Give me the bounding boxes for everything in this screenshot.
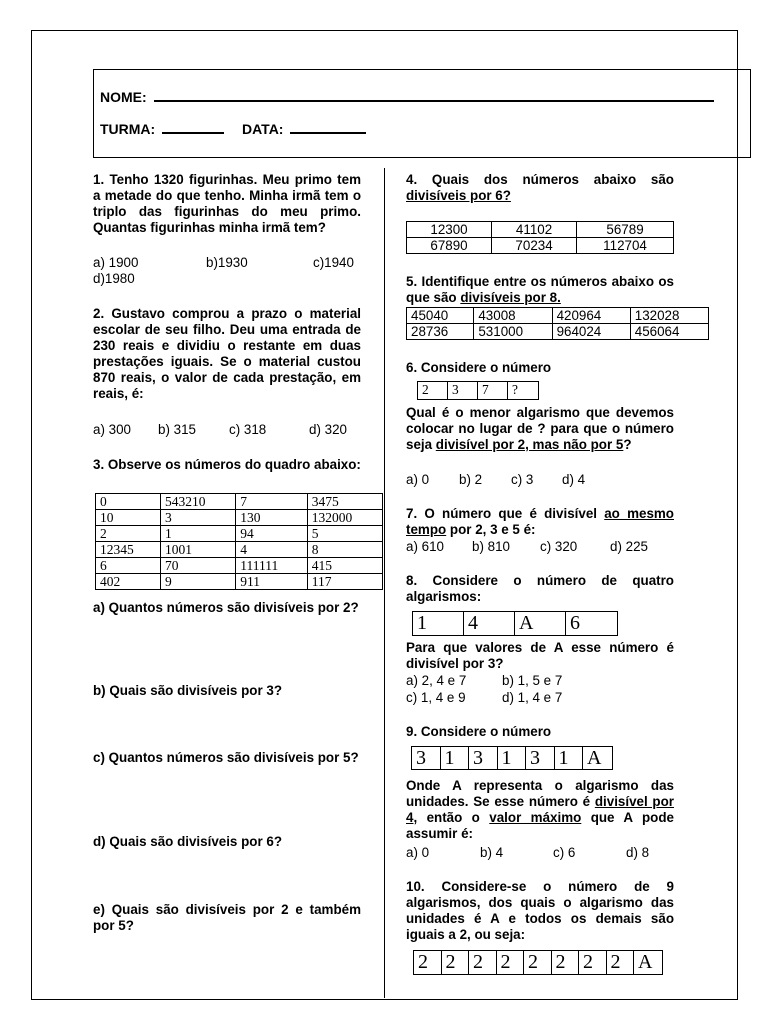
q8-option-a: a) 2, 4 e 7: [406, 673, 467, 688]
q6-option-c: c) 3: [511, 472, 534, 487]
column-divider: [384, 168, 385, 998]
q6-option-a: a) 0: [406, 472, 430, 487]
q6-text: 6. Considere o número: [406, 360, 552, 375]
q5-cell: 964024: [552, 324, 630, 340]
q2-text: 2. Gustavo comprou a prazo o material escolar de seu filho. Deu uma entrada de 230 reais e dividiu o restante em duas prestações iguais. Se o material custou 870 reais, o valor de cada prestação, em reais, é:: [93, 306, 361, 401]
nome-label: NOME:: [100, 89, 147, 105]
q9-text: 9. Considere o número: [406, 724, 552, 739]
q1-option-b: b)1930: [206, 255, 248, 270]
turma-label: TURMA:: [100, 121, 156, 137]
q8-question: Para que valores de A esse número é divisível por 3?: [406, 640, 674, 671]
q9-digit-box: 1: [498, 747, 527, 769]
data-field[interactable]: [290, 121, 366, 134]
q3-cell: 415: [307, 558, 382, 574]
q8-digit-box: 4: [464, 612, 515, 635]
q10-digit-box: 2: [607, 951, 635, 974]
q3-cell: 402: [96, 574, 161, 590]
q8-option-b: b) 1, 5 e 7: [502, 673, 563, 688]
q3-cell: 0: [96, 494, 161, 510]
q3-cell: 3475: [307, 494, 382, 510]
q4-cell: 12300: [407, 222, 492, 238]
q2-option-c: c) 318: [229, 422, 267, 437]
q3-row: [96, 558, 383, 574]
q3-cell: 9: [161, 574, 236, 590]
q8-digit-box: 6: [570, 612, 580, 634]
nome-field[interactable]: [154, 89, 714, 102]
q10-digit-box: 2: [469, 951, 497, 974]
q1-option-a: a) 1900: [93, 255, 139, 270]
q3-cell: 130: [236, 510, 307, 526]
q3b-text: b) Quais são divisíveis por 3?: [93, 683, 283, 698]
turma-field[interactable]: [162, 121, 224, 134]
q7-text-underlined: ao mesmo tempo: [406, 506, 674, 537]
q3a-text: a) Quantos números são divisíveis por 2?: [93, 600, 359, 615]
q3e-text: e) Quais são divisíveis por 2 e também por 5?: [93, 902, 361, 933]
q4-table: [406, 221, 674, 254]
q5-cell: 531000: [474, 324, 552, 340]
q9-digit-box: 3: [469, 747, 498, 769]
q1-option-d: d)1980: [93, 271, 135, 286]
q3-cell: 1: [161, 526, 236, 542]
q5-table: [406, 307, 709, 340]
q4-cell: 70234: [492, 238, 577, 254]
q6-option-b: b) 2: [459, 472, 483, 487]
q3-cell: 94: [236, 526, 307, 542]
q6-option-d: d) 4: [562, 472, 586, 487]
nome-line: [100, 89, 714, 105]
q10-digit-box: 2: [442, 951, 470, 974]
q9-digit-box: A: [587, 747, 602, 769]
q5-text: [406, 274, 674, 306]
q7-text-a: 7. O número que é divisível: [406, 506, 597, 521]
q2-option-d: d) 320: [309, 422, 347, 437]
q7-text-b: por 2, 3 e 5 é:: [449, 522, 536, 537]
q3-cell: 7: [236, 494, 307, 510]
q8-option-d: d) 1, 4 e 7: [502, 690, 563, 705]
q10-digit-box: 2: [579, 951, 607, 974]
q8-digit-box: 1: [413, 612, 464, 635]
q3-row: [96, 526, 383, 542]
q6-digit-boxes: [417, 381, 539, 400]
q9-question-a: Onde A representa o algarismo das unidades. Se esse número é: [406, 778, 674, 809]
q3-cell: 4: [236, 542, 307, 558]
q4-text: [406, 172, 674, 204]
q1-option-c: c)1940: [313, 255, 354, 270]
q3-table: [95, 493, 383, 590]
q9-digit-boxes: [411, 746, 613, 770]
turma-data-line: [100, 121, 366, 137]
data-label: DATA:: [242, 121, 284, 137]
q9-digit-box: 3: [412, 747, 441, 769]
q3-cell: 70: [161, 558, 236, 574]
q9-question-c: que A pode assumir é:: [406, 810, 674, 841]
q9-option-a: a) 0: [406, 845, 430, 860]
q3-row: [96, 574, 383, 590]
q9-question-underlined-1: divisível por 4: [406, 794, 675, 825]
q10-digit-box: A: [638, 951, 653, 973]
q5-cell: 45040: [407, 308, 474, 324]
q3-row: [96, 510, 383, 526]
q6-digit-box: ?: [512, 382, 518, 397]
header-box: [93, 69, 751, 158]
q7-text: [406, 506, 674, 538]
q9-digit-box: 1: [441, 747, 470, 769]
q3-row: [96, 494, 383, 510]
q10-text: 10. Considere-se o número de 9 algarismos, dos quais o algarismo das unidades é A e todos os demais são iguais a 2, ou seja:: [406, 879, 674, 942]
q3-cell: 5: [307, 526, 382, 542]
q8-option-c: c) 1, 4 e 9: [406, 690, 466, 705]
q9-digit-box: 3: [526, 747, 555, 769]
q6-question-a: Qual é o menor algarismo que devemos colocar no lugar de ? para que o número seja: [406, 405, 674, 452]
q10-digit-box: 2: [524, 951, 552, 974]
q3-cell: 911: [236, 574, 307, 590]
q10-digit-box: 2: [497, 951, 525, 974]
q6-digit-box: 7: [478, 382, 508, 399]
q3-cell: 12345: [96, 542, 161, 558]
q4-cell: 67890: [407, 238, 492, 254]
q9-option-d: d) 8: [626, 845, 650, 860]
q3d-text: d) Quais são divisíveis por 6?: [93, 834, 283, 849]
q3c-text: c) Quantos números são divisíveis por 5?: [93, 750, 359, 765]
q5-text-underlined: divisíveis por 8.: [460, 290, 561, 305]
q7-option-a: a) 610: [406, 539, 444, 554]
q3-cell: 111111: [236, 558, 307, 574]
q6-question-underlined: divisível por 2, mas não por 5: [435, 437, 624, 452]
q3-cell: 543210: [161, 494, 236, 510]
q8-digit-box: A: [515, 612, 566, 635]
q4-cell: 56789: [577, 222, 674, 238]
q6-digit-box: 2: [418, 382, 448, 399]
q3-cell: 2: [96, 526, 161, 542]
q7-option-c: c) 320: [540, 539, 578, 554]
q5-cell: 132028: [630, 308, 708, 324]
q9-digit-box: 1: [555, 747, 584, 769]
q8-text: 8. Considere o número de quatro algarismos:: [406, 573, 674, 604]
q2-option-a: a) 300: [93, 422, 131, 437]
q6-question: [406, 405, 674, 453]
q3-cell: 117: [307, 574, 382, 590]
q7-option-d: d) 225: [610, 539, 648, 554]
q5-row: [407, 308, 709, 324]
q1-text: 1. Tenho 1320 figurinhas. Meu primo tem a metade do que tenho. Minha irmã tem o triplo das figurinhas do meu primo. Quantas figurinhas minha irmã tem?: [93, 172, 361, 235]
q3-cell: 10: [96, 510, 161, 526]
q4-row: [407, 222, 674, 238]
q3-cell: 132000: [307, 510, 382, 526]
q4-text-a: 4. Quais dos números abaixo são: [406, 172, 674, 187]
q3-cell: 8: [307, 542, 382, 558]
q3-cell: 1001: [161, 542, 236, 558]
q9-question-underlined-2: valor máximo: [489, 810, 582, 825]
q6-question-b: ?: [623, 437, 632, 452]
q10-digit-boxes: [413, 950, 663, 975]
q2-option-b: b) 315: [158, 422, 196, 437]
q3-cell: 3: [161, 510, 236, 526]
q5-cell: 28736: [407, 324, 474, 340]
q5-cell: 456064: [630, 324, 708, 340]
q4-text-underlined: divisíveis por 6?: [406, 188, 511, 203]
q5-text-a: 5. Identifique entre os números abaixo os que são: [406, 274, 674, 305]
q10-digit-box: 2: [552, 951, 580, 974]
q8-digit-boxes: [412, 611, 618, 636]
q4-cell: 41102: [492, 222, 577, 238]
q9-option-c: c) 6: [553, 845, 576, 860]
q5-cell: 420964: [552, 308, 630, 324]
q5-row: [407, 324, 709, 340]
q10-digit-box: 2: [414, 951, 442, 974]
q3-text: 3. Observe os números do quadro abaixo:: [93, 457, 361, 472]
q9-question-b: , então o: [413, 810, 480, 825]
q4-row: [407, 238, 674, 254]
q7-option-b: b) 810: [472, 539, 510, 554]
q3-row: [96, 542, 383, 558]
q9-question: [406, 778, 674, 842]
q3-cell: 6: [96, 558, 161, 574]
q4-cell: 112704: [577, 238, 674, 254]
q5-cell: 43008: [474, 308, 552, 324]
q9-option-b: b) 4: [480, 845, 504, 860]
q6-digit-box: 3: [448, 382, 478, 399]
